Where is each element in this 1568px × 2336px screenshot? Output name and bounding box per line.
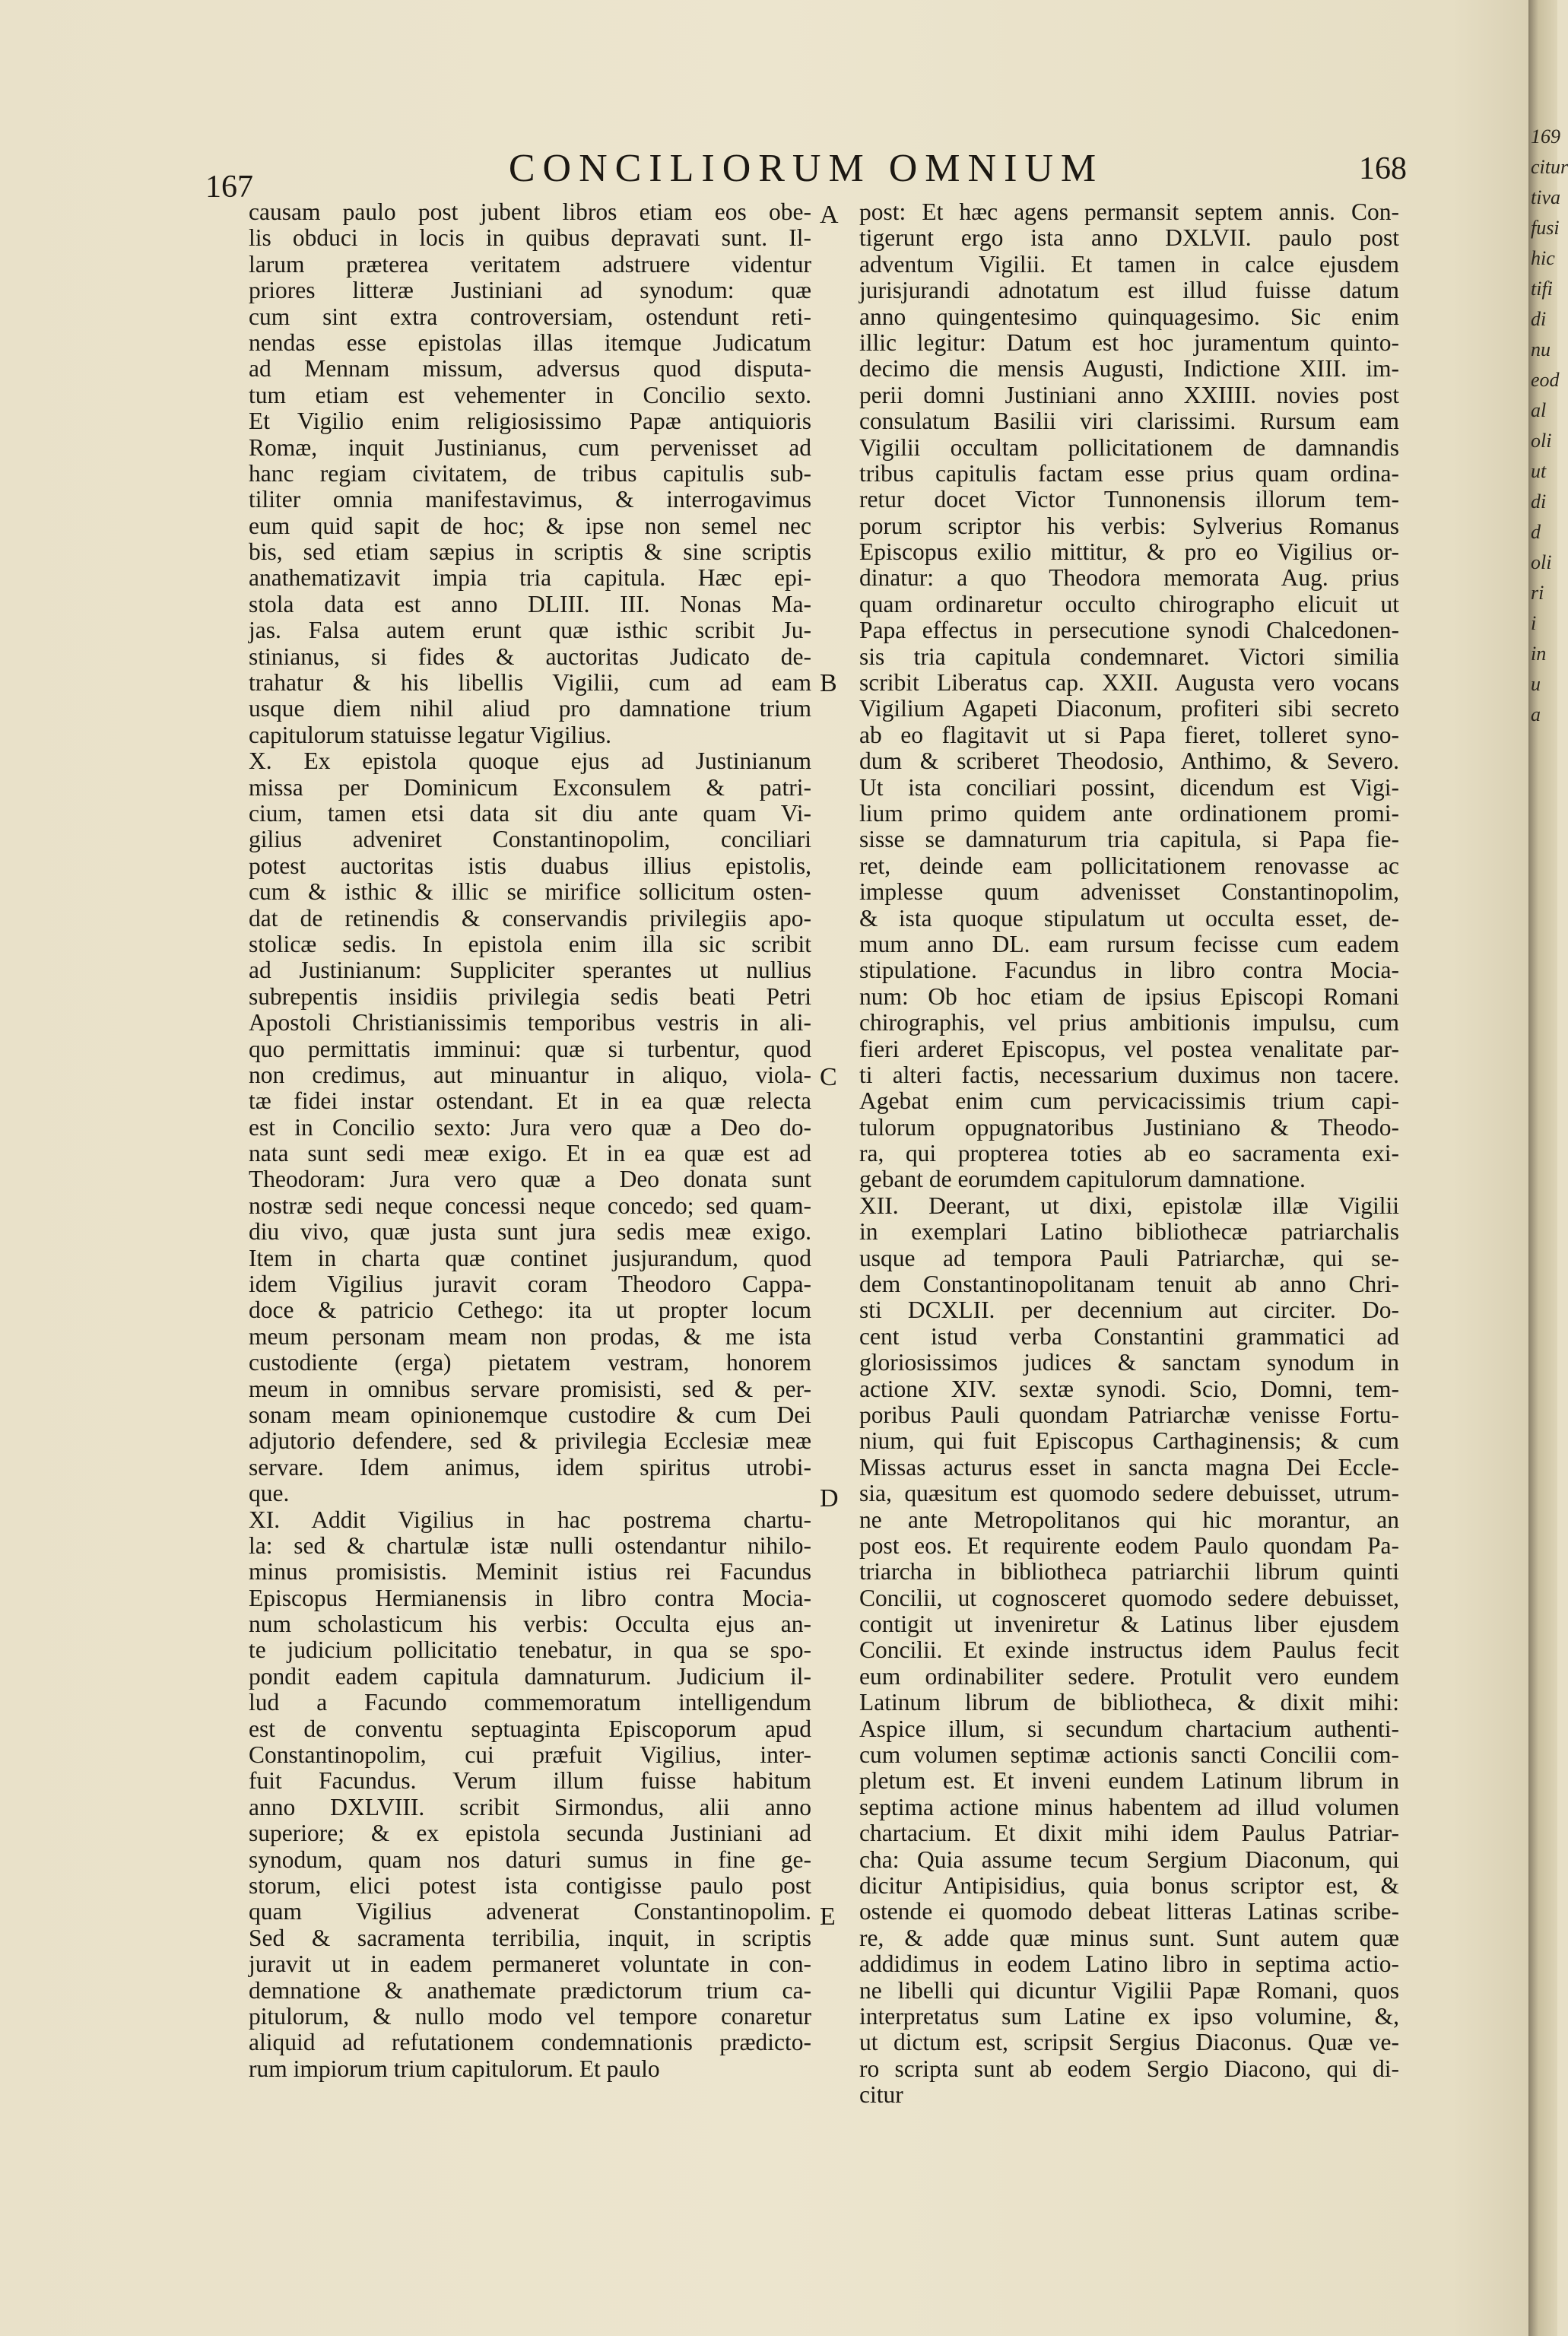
left-column-line: priores litteræ Justiniani ad synodum: quæ xyxy=(249,277,811,304)
left-column-line: trahatur & his libellis Vigilii, cum ad eam xyxy=(249,669,811,697)
left-column-line: nata sunt sedi meæ exigo. Et in ea quæ est ad xyxy=(249,1140,811,1167)
left-column-line: juravit ut in eadem permaneret voluntate in con- xyxy=(249,1950,811,1978)
left-column-line: est de conventu septuaginta Episcoporum apud xyxy=(249,1715,811,1742)
right-column-line: poribus Pauli quondam Patriarchæ venisse Fortu- xyxy=(859,1401,1399,1428)
page-title: CONCILIORUM OMNIUM xyxy=(508,147,1104,190)
left-column-line: stola data est anno DLIII. III. Nonas Ma- xyxy=(249,590,811,617)
right-column-line: perii domni Justiniani anno XXIIII. novies post xyxy=(859,381,1399,408)
neighbour-page-fragment: di xyxy=(1531,308,1547,330)
left-column-line: bis, sed etiam sæpius in scriptis & sine scriptis xyxy=(249,538,811,566)
left-column-line: usque diem nihil aliud pro damnatione trium xyxy=(249,695,811,722)
running-header xyxy=(205,146,1407,205)
right-column-line: mum anno DL. eam rursum fecisse cum eadem xyxy=(859,930,1399,957)
left-column-line: minus promisistis. Meminit istius rei Facundus xyxy=(249,1558,811,1585)
right-column-line: ret, deinde eam pollicitationem renovasse ac xyxy=(859,852,1399,879)
neighbour-page-fragment: citur xyxy=(1531,156,1568,178)
neighbour-page-edge xyxy=(1531,122,1568,730)
left-column-line: stolicæ sedis. In epistola enim illa sic scribit xyxy=(249,930,811,957)
right-column-line: Papa effectus in persecutione synodi Chalcedonen- xyxy=(859,617,1399,644)
right-column-line: tribus capitulis factam esse prius quam ordina- xyxy=(859,459,1399,487)
neighbour-page-fragment: oli xyxy=(1531,551,1552,573)
left-column-line: nendas esse epistolas illas itemque Judicatum xyxy=(249,328,811,356)
left-column-line: Romæ, inquit Justinianus, cum pervenisset ad xyxy=(249,433,811,461)
right-column-line: dicitur Antipisidius, quia bonus scriptor est, & xyxy=(859,1872,1399,1899)
right-column-line: cha: Quia assume tecum Sergium Diaconum, qui xyxy=(859,1846,1399,1873)
left-column-line: fuit Facundus. Verum illum fuisse habitum xyxy=(249,1767,811,1795)
left-column-line: tiliter omnia manifestavimus, & interrogavimus xyxy=(249,486,811,513)
left-column-line: quo permittatis imminui: quæ si turbentur, quod xyxy=(249,1035,811,1062)
left-column-line: tum etiam est vehementer in Concilio sexto. xyxy=(249,381,811,408)
neighbour-page-fragment: ut xyxy=(1531,460,1547,482)
left-column-line: missa per Dominicum Exconsulem & patri- xyxy=(249,773,811,801)
right-column-line: adventum Vigilii. Et tamen in calce ejusdem xyxy=(859,250,1399,278)
left-column-line: aliquid ad refutationem condemnationis prædicto- xyxy=(249,2029,811,2056)
right-column-line: sti DCXLII. per decennium aut circiter. Do- xyxy=(859,1297,1399,1324)
right-column-line: addidimus in eodem Latino libro in septima actio- xyxy=(859,1950,1399,1978)
left-column-line: diu vivo, quæ justa sunt jura sedis meæ exigo. xyxy=(249,1218,811,1246)
left-column-line: idem Vigilius juravit coram Theodoro Cappa- xyxy=(249,1271,811,1298)
right-column-line: ab eo flagitavit ut si Papa fieret, tolleret syno- xyxy=(859,721,1399,748)
left-column-line: Episcopus Hermianensis in libro contra Mocia- xyxy=(249,1584,811,1611)
left-column-line: quam Vigilius advenerat Constantinopolim. xyxy=(249,1898,811,1925)
left-column-line: ad Mennam missum, adversus quod disputa- xyxy=(249,355,811,382)
right-column-line: sia, quæsitum est quomodo sedere debuisset, utrum- xyxy=(859,1480,1399,1507)
right-column-line: interpretatus sum Latine ex ipso volumine, &, xyxy=(859,2002,1399,2030)
left-column-line: la: sed & chartulæ istæ nulli ostendantur nihilo- xyxy=(249,1531,811,1559)
right-column-line: cent istud verba Constantini grammatici ad xyxy=(859,1322,1399,1350)
right-column-line: Ut ista conciliari possint, dicendum est Vigi- xyxy=(859,773,1399,801)
right-column-line: stipulatione. Facundus in libro contra Mocia- xyxy=(859,957,1399,984)
left-column-line: anathematizavit impia tria capitula. Hæc epi- xyxy=(249,564,811,592)
right-column-line: XII. Deerant, ut dixi, epistolæ illæ Vigilii xyxy=(859,1192,1399,1219)
left-column-line: demnatione & anathemate prædictorum trium ca- xyxy=(249,1976,811,2004)
right-text-column xyxy=(859,199,1399,2109)
left-column-line: jas. Falsa autem erunt quæ isthic scribit Ju- xyxy=(249,617,811,644)
left-column-line: larum præterea veritatem adstruere videntur xyxy=(249,250,811,278)
left-column-line: superiore; & ex epistola secunda Justiniani ad xyxy=(249,1820,811,1847)
left-column-line: lis obduci in locis in quibus depravati sunt. Il- xyxy=(249,224,811,252)
right-column-line: septima actione minus habentem ad illud volumen xyxy=(859,1793,1399,1820)
left-column-line: nostræ sedi neque concessi neque concedo; sed quam- xyxy=(249,1192,811,1219)
right-column-line: sisse se damnaturum tria capitula, si Papa fie- xyxy=(859,826,1399,853)
right-column-line: pletum est. Et inveni eundem Latinum librum in xyxy=(859,1767,1399,1795)
left-column-line: meum personam meam non prodas, & me ista xyxy=(249,1322,811,1350)
page-number-left: 167 xyxy=(205,170,253,205)
right-column-line: post: Et hæc agens permansit septem annis. Con- xyxy=(859,198,1399,225)
margin-marker-e: E xyxy=(820,1903,836,1931)
left-column-line: dat de retinendis & conservandis privilegiis apo- xyxy=(249,904,811,932)
left-column-line: meum in omnibus servare promisisti, sed & per- xyxy=(249,1375,811,1402)
left-column-line: Constantinopolim, cui præfuit Vigilius, inter- xyxy=(249,1741,811,1769)
right-column-line: gloriosissimos judices & sanctam synodum in xyxy=(859,1349,1399,1376)
left-column-line: storum, elici potest ista contigisse paulo post xyxy=(249,1872,811,1899)
right-column-line: scribit Liberatus cap. XXII. Augusta vero vocans xyxy=(859,669,1399,697)
left-column-line: synodum, quam nos daturi sumus in fine ge- xyxy=(249,1846,811,1873)
neighbour-page-fragment: u xyxy=(1531,673,1541,695)
right-column-line: consulatum Basilii viri clarissimi. Rursum eam xyxy=(859,408,1399,435)
neighbour-page-fragment: d xyxy=(1531,521,1541,543)
right-column-line: post eos. Et requirente eodem Paulo quondam Pa- xyxy=(859,1531,1399,1559)
right-column-line: Episcopus exilio mittitur, & pro eo Vigilius or- xyxy=(859,538,1399,566)
left-column-line: Theodoram: Jura vero quæ a Deo donata sunt xyxy=(249,1166,811,1193)
right-column-line: cum volumen septimæ actionis sancti Concilii com- xyxy=(859,1741,1399,1769)
page-number-right: 168 xyxy=(1359,151,1407,186)
left-column-line: hanc regiam civitatem, de tribus capitulis sub- xyxy=(249,459,811,487)
right-column-line: chartacium. Et dixit mihi idem Paulus Patriar- xyxy=(859,1820,1399,1847)
right-column-line: chirographis, vel prius ambitionis impulsu, cum xyxy=(859,1009,1399,1036)
right-column-line: ra, qui propterea toties ab eo sacramenta exi- xyxy=(859,1140,1399,1167)
margin-marker-c: C xyxy=(820,1063,837,1091)
right-column-line: num: Ob hoc etiam de ipsius Episcopi Romani xyxy=(859,982,1399,1010)
left-column-line: cium, tamen etsi data sit diu ante quam Vi- xyxy=(249,799,811,827)
right-column-line: Missas acturus esset in sancta magna Dei Eccle- xyxy=(859,1453,1399,1481)
left-column-line: XI. Addit Vigilius in hac postrema chartu- xyxy=(249,1506,811,1533)
right-column-line: implesse quum advenisset Constantinopolim, xyxy=(859,878,1399,906)
left-text-column xyxy=(249,199,811,2082)
left-column-line: servare. Idem animus, idem spiritus utrobi- xyxy=(249,1453,811,1481)
right-column-line: sis tria capitula condemnaret. Victori similia xyxy=(859,643,1399,670)
right-column-line: citur xyxy=(859,2081,903,2109)
neighbour-page-fragment: nu xyxy=(1531,338,1551,360)
left-column-line: tæ fidei instar ostendant. Et in ea quæ relecta xyxy=(249,1087,811,1115)
right-column-line: & ista quoque stipulatum ut occulta esset, de- xyxy=(859,904,1399,932)
right-column-line: anno quingentesimo quinquagesimo. Sic enim xyxy=(859,303,1399,330)
left-column-line: Sed & sacramenta terribilia, inquit, in scriptis xyxy=(249,1924,811,1951)
right-column-line: ut dictum est, scripsit Sergius Diaconus. Quæ ve- xyxy=(859,2029,1399,2056)
neighbour-page-fragment: tifi xyxy=(1531,278,1553,300)
left-column-line: ad Justinianum: Suppliciter sperantes ut nullius xyxy=(249,957,811,984)
left-column-line: pitulorum, & nullo modo vel tempore conaretur xyxy=(249,2002,811,2030)
right-column-line: porum scriptor his verbis: Sylverius Romanus xyxy=(859,512,1399,539)
neighbour-page-fragment: i xyxy=(1531,612,1537,634)
left-column-line: rum impiorum trium capitulorum. Et paulo xyxy=(249,2055,660,2082)
neighbour-page-fragment: hic xyxy=(1531,247,1555,269)
right-column-line: Agebat enim cum pervicacissimis trium capi- xyxy=(859,1087,1399,1115)
neighbour-page-fragment: tiva xyxy=(1531,186,1560,208)
margin-marker-b: B xyxy=(820,669,837,697)
margin-marker-d: D xyxy=(820,1484,839,1512)
left-column-line: eum quid sapit de hoc; & ipse non semel nec xyxy=(249,512,811,539)
right-column-line: ne ante Metropolitanos qui hic morantur, an xyxy=(859,1506,1399,1533)
left-column-line: pondit eadem capitula damnaturum. Judicium il- xyxy=(249,1662,811,1690)
neighbour-page-fragment: di xyxy=(1531,490,1547,513)
right-column-line: in exemplari Latino bibliothecæ patriarchalis xyxy=(859,1218,1399,1246)
right-column-line: ro scripta sunt ab eodem Sergio Diacono, qui di- xyxy=(859,2055,1399,2082)
right-column-line: dinatur: a quo Theodora memorata Aug. prius xyxy=(859,564,1399,592)
right-column-line: tulorum oppugnatoribus Justiniano & Theodo- xyxy=(859,1113,1399,1141)
right-column-line: fieri arderet Episcopus, vel postea venalitate par- xyxy=(859,1035,1399,1062)
left-column-line: adjutorio defendere, sed & privilegia Ecclesiæ meæ xyxy=(249,1427,811,1455)
right-column-line: re, & adde quæ minus sunt. Sunt autem quæ xyxy=(859,1924,1399,1951)
neighbour-page-fragment: ri xyxy=(1531,582,1544,604)
right-column-line: Concilii, ut cognosceret quomodo sedere debuisset, xyxy=(859,1584,1399,1611)
left-column-line: que. xyxy=(249,1480,290,1507)
neighbour-page-fragment: al xyxy=(1531,399,1547,421)
right-column-line: ti alteri factis, necessarium duximus non tacere. xyxy=(859,1061,1399,1088)
neighbour-page-fragment: eod xyxy=(1531,369,1560,391)
right-column-line: usque ad tempora Pauli Patriarchæ, qui se- xyxy=(859,1244,1399,1271)
right-column-line: decimo die mensis Augusti, Indictione XIII. im- xyxy=(859,355,1399,382)
right-column-line: ne libelli qui dicuntur Vigilii Papæ Romani, quos xyxy=(859,1976,1399,2004)
right-column-line: Vigilium Agapeti Diaconum, profiteri sibi secreto xyxy=(859,695,1399,722)
left-column-line: gilius adveniret Constantinopolim, conciliari xyxy=(249,826,811,853)
right-column-line: jurisjurandi adnotatum est illud fuisse datum xyxy=(859,277,1399,304)
neighbour-page-fragment: 169 xyxy=(1531,125,1560,148)
neighbour-page-fragment: fusi xyxy=(1531,217,1560,239)
left-column-line: Et Vigilio enim religiosissimo Papæ antiquioris xyxy=(249,408,811,435)
left-column-line: doce & patricio Cethego: ita ut propter locum xyxy=(249,1297,811,1324)
left-column-line: est in Concilio sexto: Jura vero quæ a Deo do- xyxy=(249,1113,811,1141)
right-column-line: gebant de eorumdem capitulorum damnatione. xyxy=(859,1166,1306,1193)
margin-marker-a: A xyxy=(820,201,839,229)
right-column-line: illic legitur: Datum est hoc juramentum quinto- xyxy=(859,328,1399,356)
right-column-line: Concilii. Et exinde instructus idem Paulus fecit xyxy=(859,1636,1399,1664)
left-column-line: potest auctoritas istis duabus illius epistolis, xyxy=(249,852,811,879)
left-column-line: lud a Facundo commemoratum intelligendum xyxy=(249,1689,811,1716)
right-column-line: triarcha in bibliotheca patriarchii librum quinti xyxy=(859,1558,1399,1585)
neighbour-page-fragment: in xyxy=(1531,643,1547,665)
right-column-line: quam ordinaretur occulto chirographo elicuit ut xyxy=(859,590,1399,617)
right-column-line: tigerunt ergo ista anno DXLVII. paulo post xyxy=(859,224,1399,252)
right-column-line: retur docet Victor Tunnonensis illorum tem- xyxy=(859,486,1399,513)
left-column-line: capitulorum statuisse legatur Vigilius. xyxy=(249,721,611,748)
right-column-line: lium primo quidem ante ordinationem promi- xyxy=(859,799,1399,827)
neighbour-page-fragment: a xyxy=(1531,703,1541,725)
right-column-line: Aspice illum, si secundum chartacium authenti- xyxy=(859,1715,1399,1742)
left-column-line: sonam meam opinionemque custodire & cum Dei xyxy=(249,1401,811,1428)
left-column-line: Item in charta quæ continet jusjurandum, quod xyxy=(249,1244,811,1271)
left-column-line: non credimus, aut minuantur in aliquo, viola- xyxy=(249,1061,811,1088)
left-column-line: anno DXLVIII. scribit Sirmondus, alii anno xyxy=(249,1793,811,1820)
right-column-line: Latinum librum de bibliotheca, & dixit mihi: xyxy=(859,1689,1399,1716)
right-column-line: ostende ei quomodo debeat litteras Latinas scribe- xyxy=(859,1898,1399,1925)
right-column-line: nium, qui fuit Episcopus Carthaginensis; & cum xyxy=(859,1427,1399,1455)
left-column-line: num scholasticum his verbis: Occulta ejus an- xyxy=(249,1611,811,1638)
right-column-line: Vigilii occultam pollicitationem de damnandis xyxy=(859,433,1399,461)
left-column-line: stinianus, si fides & auctoritas Judicato de- xyxy=(249,643,811,670)
right-column-line: dum & scriberet Theodosio, Anthimo, & Severo. xyxy=(859,747,1399,775)
left-column-line: Apostoli Christianissimis temporibus vestris in ali- xyxy=(249,1009,811,1036)
neighbour-page-fragment: oli xyxy=(1531,430,1552,452)
left-column-line: custodiente (erga) pietatem vestram, honorem xyxy=(249,1349,811,1376)
left-column-line: cum sint extra controversiam, ostendunt reti- xyxy=(249,303,811,330)
left-column-line: subrepentis insidiis privilegia sedis beati Petri xyxy=(249,982,811,1010)
left-column-line: causam paulo post jubent libros etiam eos obe- xyxy=(249,198,811,225)
left-column-line: cum & isthic & illic se mirifice sollicitum osten- xyxy=(249,878,811,906)
left-column-line: te judicium pollicitatio tenebatur, in qua se spo- xyxy=(249,1636,811,1664)
right-column-line: dem Constantinopolitanam tenuit ab anno Chri- xyxy=(859,1271,1399,1298)
right-column-line: contigit ut inveniretur & Latinus liber ejusdem xyxy=(859,1611,1399,1638)
right-column-line: eum ordinabiliter sedere. Protulit vero eundem xyxy=(859,1662,1399,1690)
right-column-line: actione XIV. sextæ synodi. Scio, Domni, tem- xyxy=(859,1375,1399,1402)
left-column-line: X. Ex epistola quoque ejus ad Justinianum xyxy=(249,747,811,775)
